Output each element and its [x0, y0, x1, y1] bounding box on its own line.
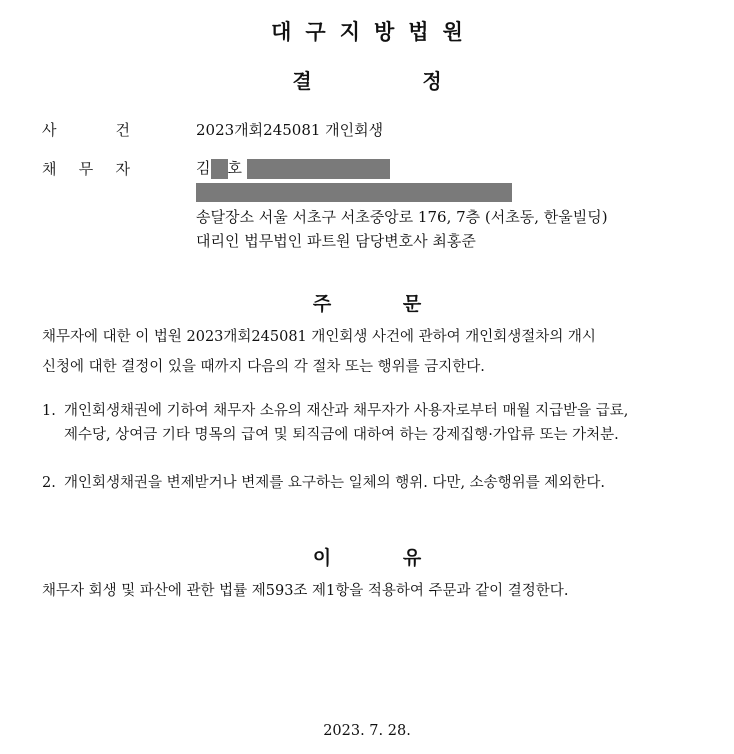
order-item: 1. 개인회생채권에 기하여 채무자 소유의 재산과 채무자가 사용자로부터 매월 지급받을 급료, 제수당, 상여금 기타 명목의 급여 및 퇴직금에 대하여 하는 강제집행·가압류 또는 가처분.: [42, 403, 629, 443]
case-label: 사 건: [42, 121, 130, 139]
service-address: 송달장소 서울 서초구 서초중앙로 176, 7층 (서초동, 한울빌딩): [196, 208, 608, 226]
document-type: [0, 65, 734, 94]
court-name: 대구지방법원: [271, 20, 477, 44]
case-number: 2023개회245081 개인회생: [196, 121, 384, 139]
order-item: 2. 개인회생채권을 변제받거나 변제를 요구하는 일체의 행위. 다만, 소송행위를 제외한다.: [42, 475, 605, 491]
legal-agent: 대리인 법무법인 파트원 담당변호사 최홍준: [196, 232, 476, 250]
decision-date: 2023. 7. 28.: [323, 723, 411, 739]
debtor-name: 김 호: [196, 157, 390, 179]
doc-type-char: 정: [422, 69, 442, 93]
debtor-address: [196, 182, 512, 202]
order-intro: 채무자에 대한 이 법원 2023개회245081 개인회생 사건에 관하여 개인회생절차의 개시 신청에 대한 결정이 있을 때까지 다음의 각 절차 또는 행위를 금지한다.: [42, 329, 596, 375]
reason-title: 이 유: [312, 547, 422, 569]
reason-text: 채무자 회생 및 파산에 관한 법률 제593조 제1항을 적용하여 주문과 같이 결정한다.: [42, 583, 569, 599]
order-title: 주 문: [312, 293, 422, 315]
redaction-bar: [247, 159, 390, 179]
debtor-label: 채 무 자: [42, 160, 130, 178]
redaction-bar: [211, 159, 228, 179]
redaction-bar: [196, 183, 512, 202]
doc-type-char: 결: [292, 69, 312, 93]
